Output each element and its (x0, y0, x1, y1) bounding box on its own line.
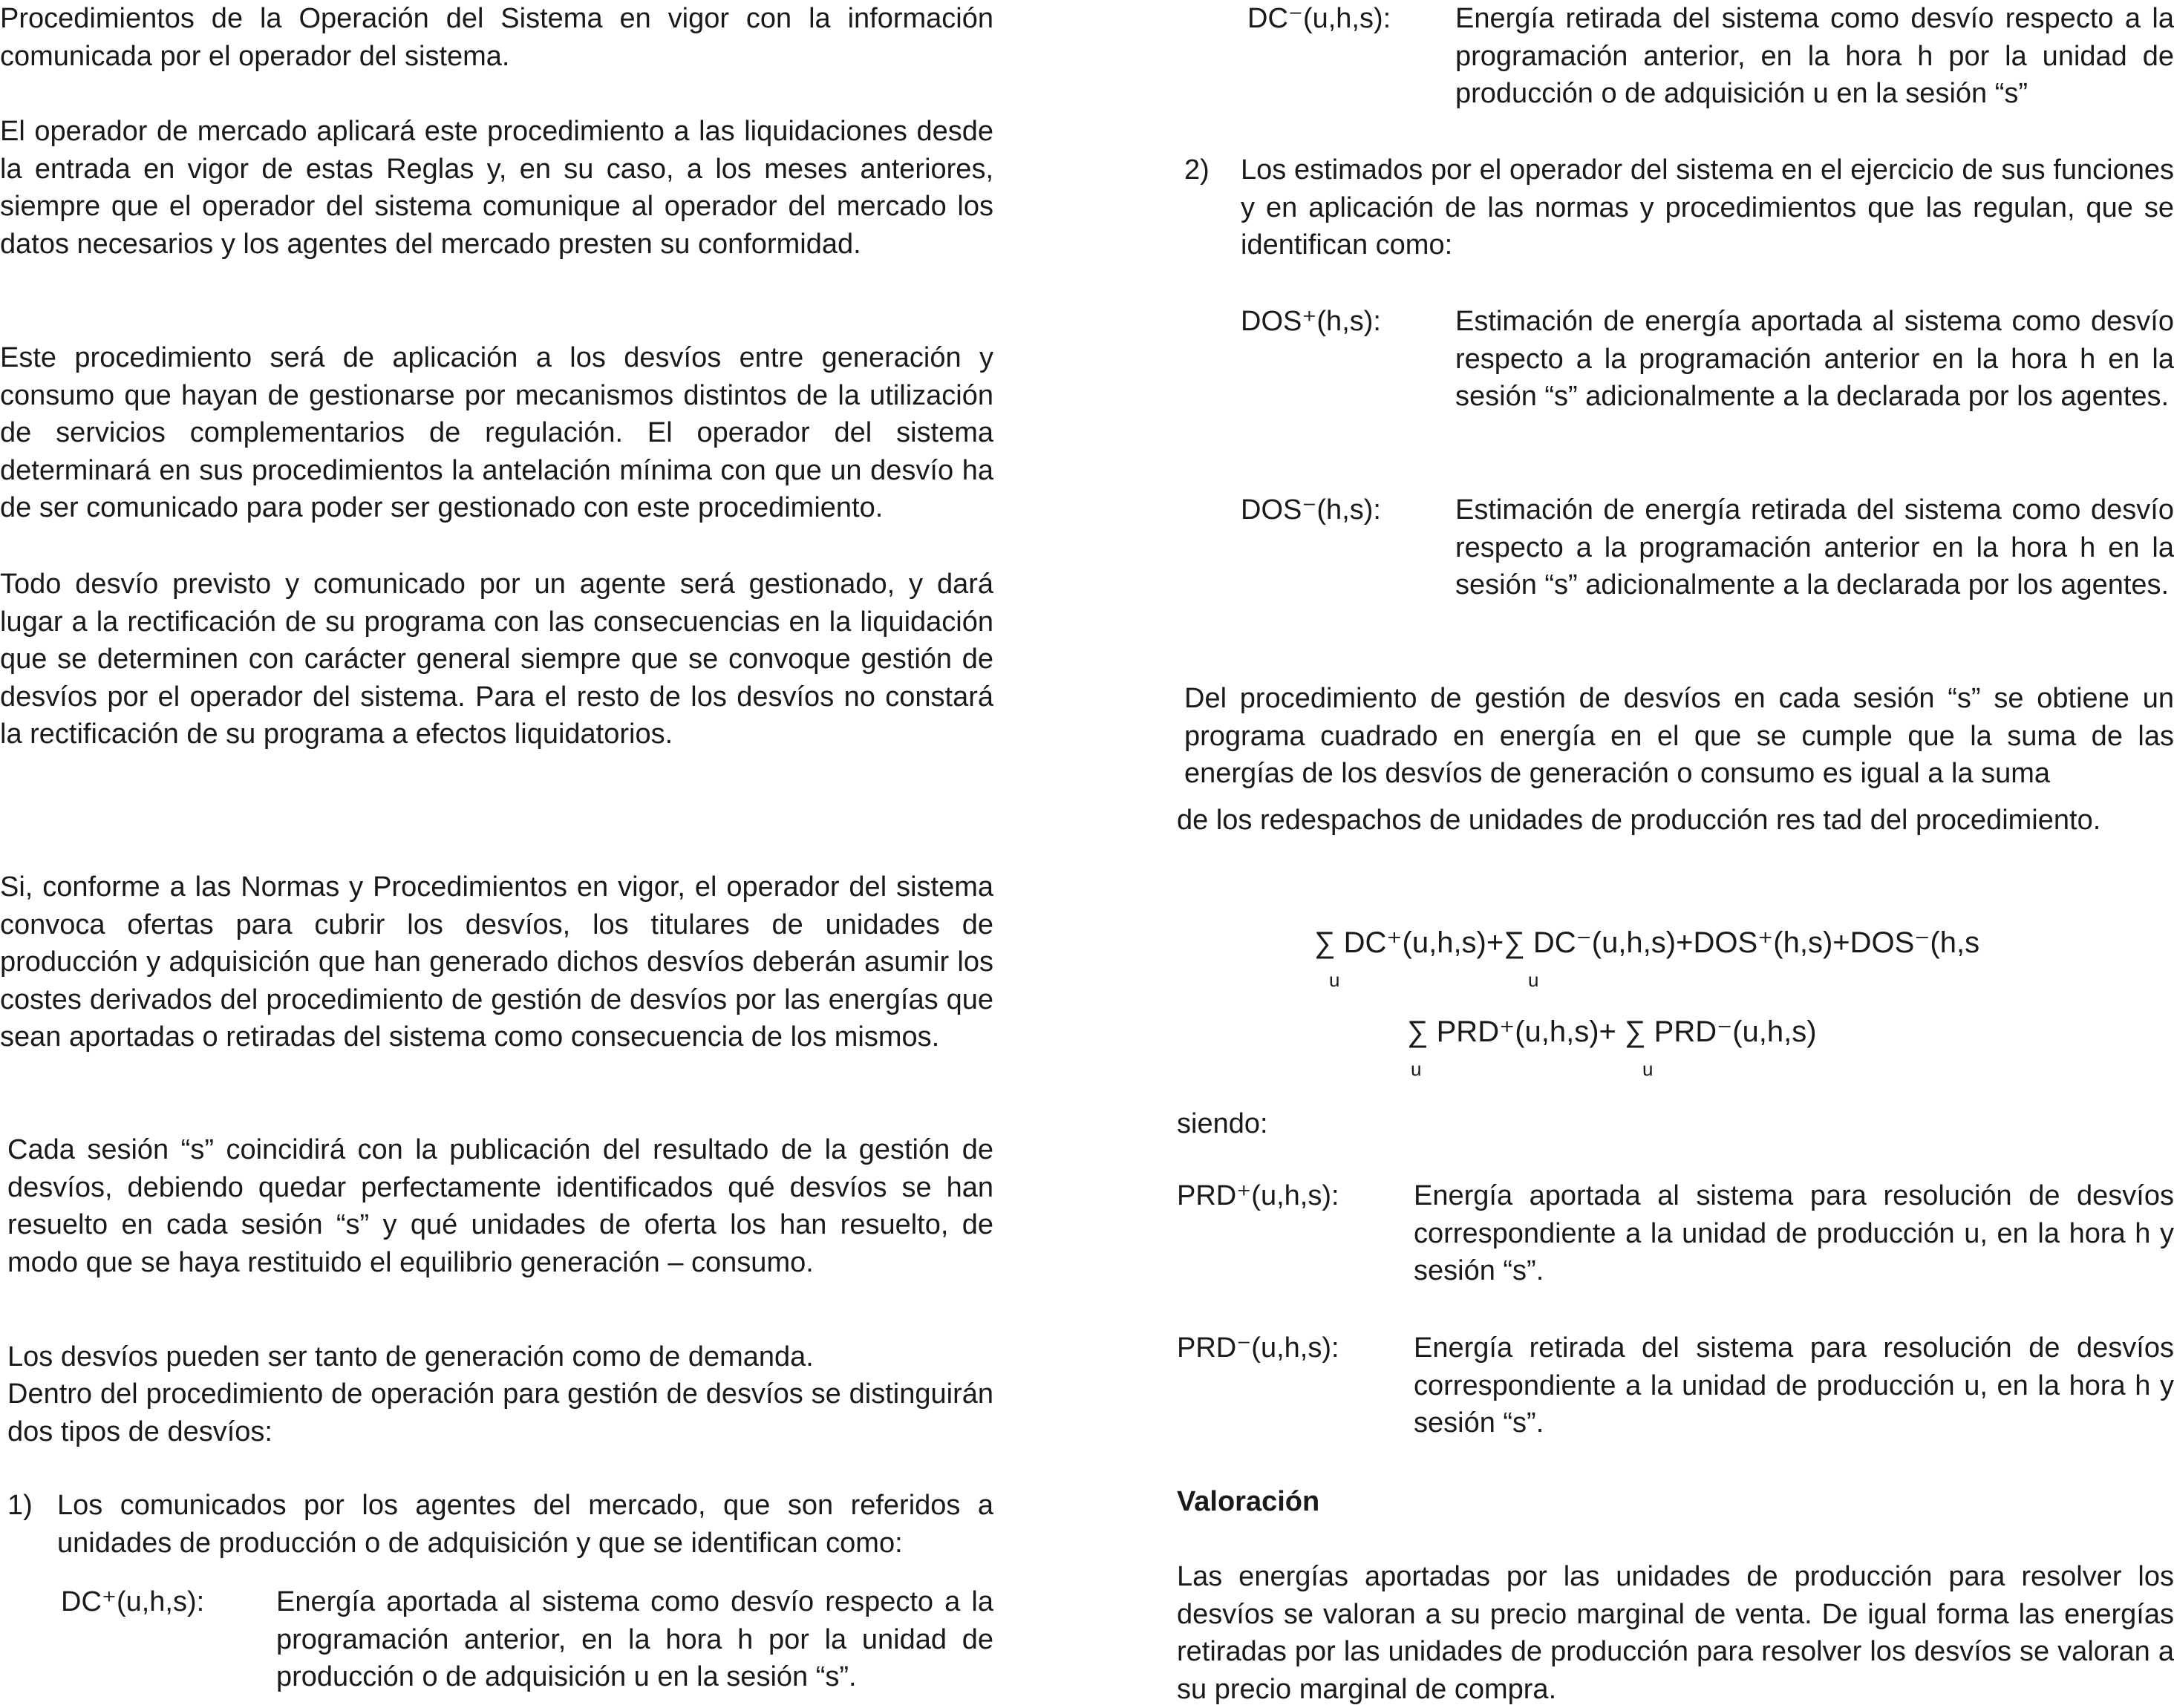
section-heading-valoracion: Valoración (1177, 1486, 1320, 1517)
paragraph-cada-sesion: Cada sesión “s” coincidirá con la publicación del resultado de la gestión de desvíos, debiendo quedar perfectamente identificados qué desvíos se han resuelto en cada sesión “s” y qué unidades de oferta los han resuelto, de modo que se haya restituido el equilibrio generación – consumo. (7, 1134, 993, 1278)
formula-redespachos-sum: ∑ PRD⁺(u,h,s)+ ∑ PRD⁻(u,h,s) (1407, 1015, 1817, 1048)
paragraph-desvio-previsto: Todo desvío previsto y comunicado por un agente será gestionado, y dará lugar a la rectificación de su programa con las consecuencias en la liquidación que se determinen con carácter general siempre que se convoque gestión de desvíos por el operador del sistema. Para el resto de los desvíos no constará la rectificación de su programa a efectos liquidatorios. (0, 569, 993, 750)
formula-subscript-u: u (1528, 969, 1539, 991)
list-item-comunicados: Los comunicados por los agentes del mercado, que son referidos a unidades de producción o de adquisición y que se identifican como: (57, 1490, 993, 1559)
formula-desvios-sum: ∑ DC⁺(u,h,s)+∑ DC⁻(u,h,s)+DOS⁺(h,s)+DOS⁻(h,s (1314, 926, 1980, 959)
paragraph-desvios-tipos: Los desvíos pueden ser tanto de generación como de demanda. (7, 1341, 814, 1372)
definition-dos-plus: Estimación de energía aportada al sistema como desvío respecto a la programación anterior en la hora h en la sesión “s” adicionalmente a la declarada por los agentes. (1455, 306, 2174, 412)
list-number-2: 2) (1184, 154, 1210, 186)
formula-subscript-u: u (1329, 969, 1340, 991)
paragraph-del-procedimiento: Del procedimiento de gestión de desvíos en cada sesión “s” se obtiene un programa cuadrado en energía en el que se cumple que la suma de las energías de los desvíos de generación o consumo es igual a la suma (1184, 683, 2174, 789)
definition-dos-minus: Estimación de energía retirada del sistema como desvío respecto a la programación anterior en la hora h en la sesión “s” adicionalmente a la declarada por los agentes. (1455, 494, 2174, 601)
term-dos-plus: DOS⁺(h,s): (1241, 306, 1381, 337)
formula-subscript-u: u (1411, 1058, 1422, 1080)
term-dos-minus: DOS⁻(h,s): (1241, 494, 1381, 526)
paragraph-redespachos: de los redespachos de unidades de producción res tad del procedimiento. (1177, 805, 2101, 836)
paragraph-procedimientos: Procedimientos de la Operación del Sistema en vigor con la información comunicada por el operador del sistema. (0, 3, 993, 72)
paragraph-valoracion: Las energías aportadas por las unidades de producción para resolver los desvíos se valoran a su precio marginal de venta. De igual forma las energías retiradas por las unidades de producción para resolver los desvíos se valoran a su precio marginal de compra. (1177, 1561, 2174, 1705)
paragraph-aplicacion-desvios: Este procedimiento será de aplicación a los desvíos entre generación y consumo que hayan de gestionarse por mecanismos distintos de la utilización de servicios complementarios de regulación. El operador del sistema determinará en sus procedimientos la antelación mínima con que un desvío ha de ser comunicado para poder ser gestionado con este procedimiento. (0, 342, 993, 523)
term-prd-plus: PRD⁺(u,h,s): (1177, 1180, 1339, 1211)
definition-prd-plus: Energía aportada al sistema para resolución de desvíos correspondiente a la unidad de producción u, en la hora h y sesión “s”. (1414, 1180, 2174, 1286)
term-dc-plus: DC⁺(u,h,s): (61, 1586, 205, 1617)
list-item-estimados: Los estimados por el operador del sistema en el ejercicio de sus funciones y en aplicación de las normas y procedimientos que las regulan, que se identifican como: (1241, 154, 2174, 261)
paragraph-distinguiran: Dentro del procedimiento de operación para gestión de desvíos se distinguirán dos tipos de desvíos: (7, 1378, 993, 1447)
definition-prd-minus: Energía retirada del sistema para resolución de desvíos correspondiente a la unidad de producción u, en la hora h y sesión “s”. (1414, 1332, 2174, 1439)
list-number-1: 1) (7, 1490, 33, 1521)
text-siendo: siendo: (1177, 1108, 1268, 1139)
definition-dc-plus: Energía aportada al sistema como desvío respecto a la programación anterior, en la hora h por la unidad de producción o de adquisición u en la sesión “s”. (276, 1586, 993, 1692)
paragraph-operador-mercado: El operador de mercado aplicará este procedimiento a las liquidaciones desde la entrada en vigor de estas Reglas y, en su caso, a los meses anteriores, siempre que el operador del sistema comunique al operador del mercado los datos necesarios y los agentes del mercado presten su conformidad. (0, 116, 993, 260)
paragraph-ofertas-desvios: Si, conforme a las Normas y Procedimientos en vigor, el operador del sistema convoca ofertas para cubrir los desvíos, los titulares de unidades de producción y adquisición que han generado dichos desvíos deberán asumir los costes derivados del procedimiento de gestión de desvíos por las energías que sean aportadas o retiradas del sistema como consecuencia de los mismos. (0, 871, 993, 1053)
term-dc-minus: DC⁻(u,h,s): (1247, 3, 1391, 34)
formula-subscript-u: u (1642, 1058, 1654, 1080)
definition-dc-minus: Energía retirada del sistema como desvío respecto a la programación anterior, en la hora h por la unidad de producción o de adquisición u en la sesión “s” (1455, 3, 2174, 109)
term-prd-minus: PRD⁻(u,h,s): (1177, 1332, 1339, 1364)
